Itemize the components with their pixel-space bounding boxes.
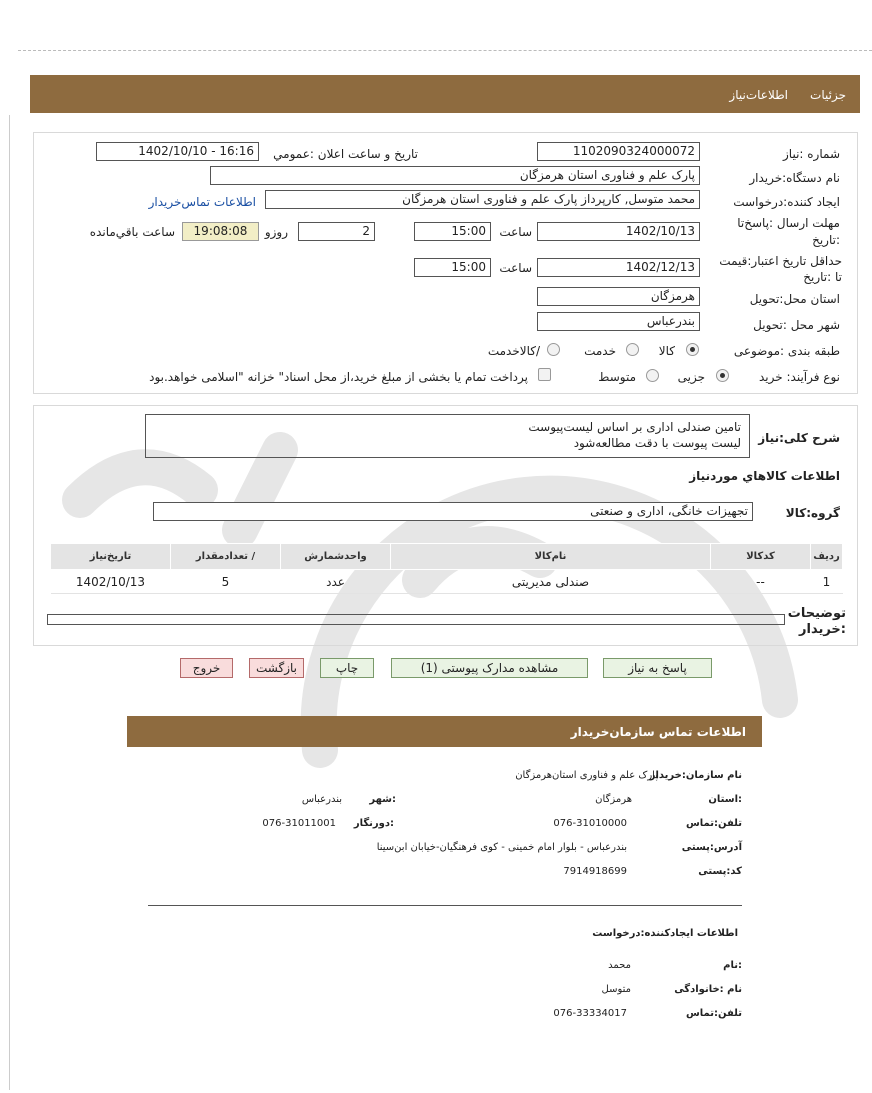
exit-button[interactable]: خروج [180, 658, 233, 678]
requester-family-value: متوسل [601, 984, 631, 995]
contact-phone-label: تلفن:تماس [685, 818, 742, 829]
buyer-notes-label-2: :خریدار [799, 622, 846, 637]
category-radio-service[interactable] [626, 343, 639, 356]
validity-time-field: 15:00 [414, 258, 491, 277]
announce-date-field: 1402/10/10 - 16:16 [96, 142, 259, 161]
contact-address-value: بندرعباس - بلوار امام خمینی - کوی فرهنگیان-خیابان ابن‌سینا [376, 842, 627, 853]
description-box [145, 414, 750, 458]
contact-province-label: :استان [708, 794, 742, 805]
goods-group-field: تجهیزات خانگی، اداری و صنعتی [153, 502, 753, 521]
contact-city-label: :شهر [369, 794, 396, 805]
contact-province-value: هرمزگان [595, 794, 632, 805]
province-field: هرمزگان [537, 287, 700, 306]
province-label: استان محل:تحویل [749, 292, 840, 306]
contact-phone-value: 076-31010000 [553, 818, 627, 829]
col-quantity: / تعدادمقدار [171, 544, 281, 570]
contact-city-value: بندرعباس [301, 794, 342, 805]
category-label: طبقه بندی :موضوعی [733, 344, 840, 358]
requester-phone-value: 076-33334017 [553, 1008, 627, 1019]
deadline-label-date: :تاریخ [812, 233, 840, 247]
process-label: نوع فرآیند: خرید [759, 370, 840, 384]
requester-title: اطلاعات ایجادکننده:درخواست [592, 928, 738, 939]
deadline-time-field: 15:00 [414, 222, 491, 241]
contact-postal-label: کد:پستی [698, 866, 742, 877]
contact-divider [148, 905, 742, 906]
treasury-payment-note: پرداخت تمام یا بخشی از مبلغ خرید،از محل اسناد" خزانه "اسلامی خواهد.بود [149, 370, 528, 384]
announce-date-label: تاریخ و ساعت اعلان :عمومي [273, 147, 418, 161]
cell-quantity: 5 [171, 570, 281, 594]
process-option-medium: متوسط [598, 370, 636, 384]
view-attachments-button[interactable]: مشاهده مدارک پیوستی (1) [391, 658, 588, 678]
reply-button[interactable]: پاسخ به نیاز [603, 658, 712, 678]
validity-date-field: 1402/12/13 [537, 258, 700, 277]
need-number-label: شماره :نیاز [783, 147, 840, 161]
category-option-goods-service: /کالاخدمت [487, 344, 540, 358]
remaining-time-display: 19:08:08 [182, 222, 259, 241]
remaining-time-label: ساعت باقي‌مانده [89, 225, 175, 239]
buyer-org-field: پارک علم و فناوری استان هرمزگان [210, 166, 700, 185]
requester-name-label: :نام [723, 960, 742, 971]
city-field: بندرعباس [537, 312, 700, 331]
deadline-time-label: ساعت [499, 225, 532, 239]
description-line-2: لیست پیوست با دقت مطالعه‌شود [573, 436, 741, 450]
cell-goods-name: صندلی مدیریتی [391, 570, 711, 594]
category-option-service: خدمت [584, 344, 616, 358]
creator-label: ایجاد کننده:درخواست [733, 195, 840, 209]
contact-postal-value: 7914918699 [563, 866, 627, 877]
table-row [51, 570, 843, 594]
buyer-contact-link[interactable]: اطلاعات تماس‌خریدار [148, 195, 256, 209]
col-goods-code: کدکالا [711, 544, 811, 570]
left-border-line [9, 115, 10, 1090]
buyer-org-label: نام دستگاه:خریدار [749, 171, 840, 185]
creator-field: محمد متوسل, کارپرداز پارک علم و فناوری استان هرمزگان [265, 190, 700, 209]
contact-address-label: آدرس:پستی [681, 842, 742, 853]
col-unit: واحدشمارش [281, 544, 391, 570]
cell-need-date: 1402/10/13 [51, 570, 171, 594]
goods-table [50, 543, 843, 594]
contact-fax-label: :دورنگار [353, 818, 394, 829]
category-option-goods: کالا [658, 344, 675, 358]
col-goods-name: نام‌کالا [391, 544, 711, 570]
buyer-notes-field [47, 614, 785, 625]
tab-need-info[interactable]: اطلاعات‌نیاز [729, 88, 788, 102]
requester-name-value: محمد [608, 960, 631, 971]
category-radio-goods[interactable] [686, 343, 699, 356]
requester-phone-label: تلفن:تماس [685, 1008, 742, 1019]
city-label: شهر محل :تحویل [753, 318, 840, 332]
need-number-field: 1102090324000072 [537, 142, 700, 161]
buyer-notes-label: توضیحات [787, 606, 846, 621]
cell-unit: عدد [281, 570, 391, 594]
contact-title: اطلاعات تماس سازمان‌خریدار [570, 725, 746, 739]
deadline-label: مهلت ارسال :پاسخ‌تا [737, 216, 840, 230]
goods-table-header [51, 544, 843, 570]
process-radio-medium[interactable] [646, 369, 659, 382]
col-need-date: تاریخ‌نیاز [51, 544, 171, 570]
category-radio-goods-service[interactable] [547, 343, 560, 356]
contact-org-label: نام سازمان:خریدار [649, 770, 742, 781]
validity-time-label: ساعت [499, 261, 532, 275]
contact-org-value: پارک علم و فناوری استان‌هرمزگان [515, 770, 658, 781]
goods-section-title: اطلاعات کالاهاي موردنیاز [689, 469, 840, 483]
process-radio-minor[interactable] [716, 369, 729, 382]
print-button[interactable]: چاپ [320, 658, 374, 678]
details-header-bar [30, 75, 860, 113]
cell-goods-code: -- [711, 570, 811, 594]
days-label: روزو [264, 225, 288, 239]
top-dashed-divider [18, 50, 872, 51]
days-field: 2 [298, 222, 375, 241]
validity-label: حداقل تاریخ اعتبار:قیمت [719, 254, 842, 268]
contact-fax-value: 076-31011001 [262, 818, 336, 829]
process-option-minor: جزیی [677, 370, 705, 384]
description-line-1: تامین صندلی اداری بر اساس لیست‌پیوست [528, 420, 741, 434]
requester-family-label: نام :خانوادگی [674, 984, 742, 995]
tab-details[interactable]: جزئیات [810, 88, 846, 102]
treasury-payment-checkbox[interactable] [538, 368, 551, 381]
col-row-number: ردیف [811, 544, 843, 570]
goods-group-label: گروه:کالا [785, 506, 840, 520]
back-button[interactable]: بازگشت [249, 658, 304, 678]
contact-header-bar [127, 716, 762, 747]
description-label: شرح کلی:نیاز [758, 431, 840, 445]
cell-row-number: 1 [811, 570, 843, 594]
deadline-date-field: 1402/10/13 [537, 222, 700, 241]
validity-label-date: تا :تاریخ [803, 270, 842, 284]
